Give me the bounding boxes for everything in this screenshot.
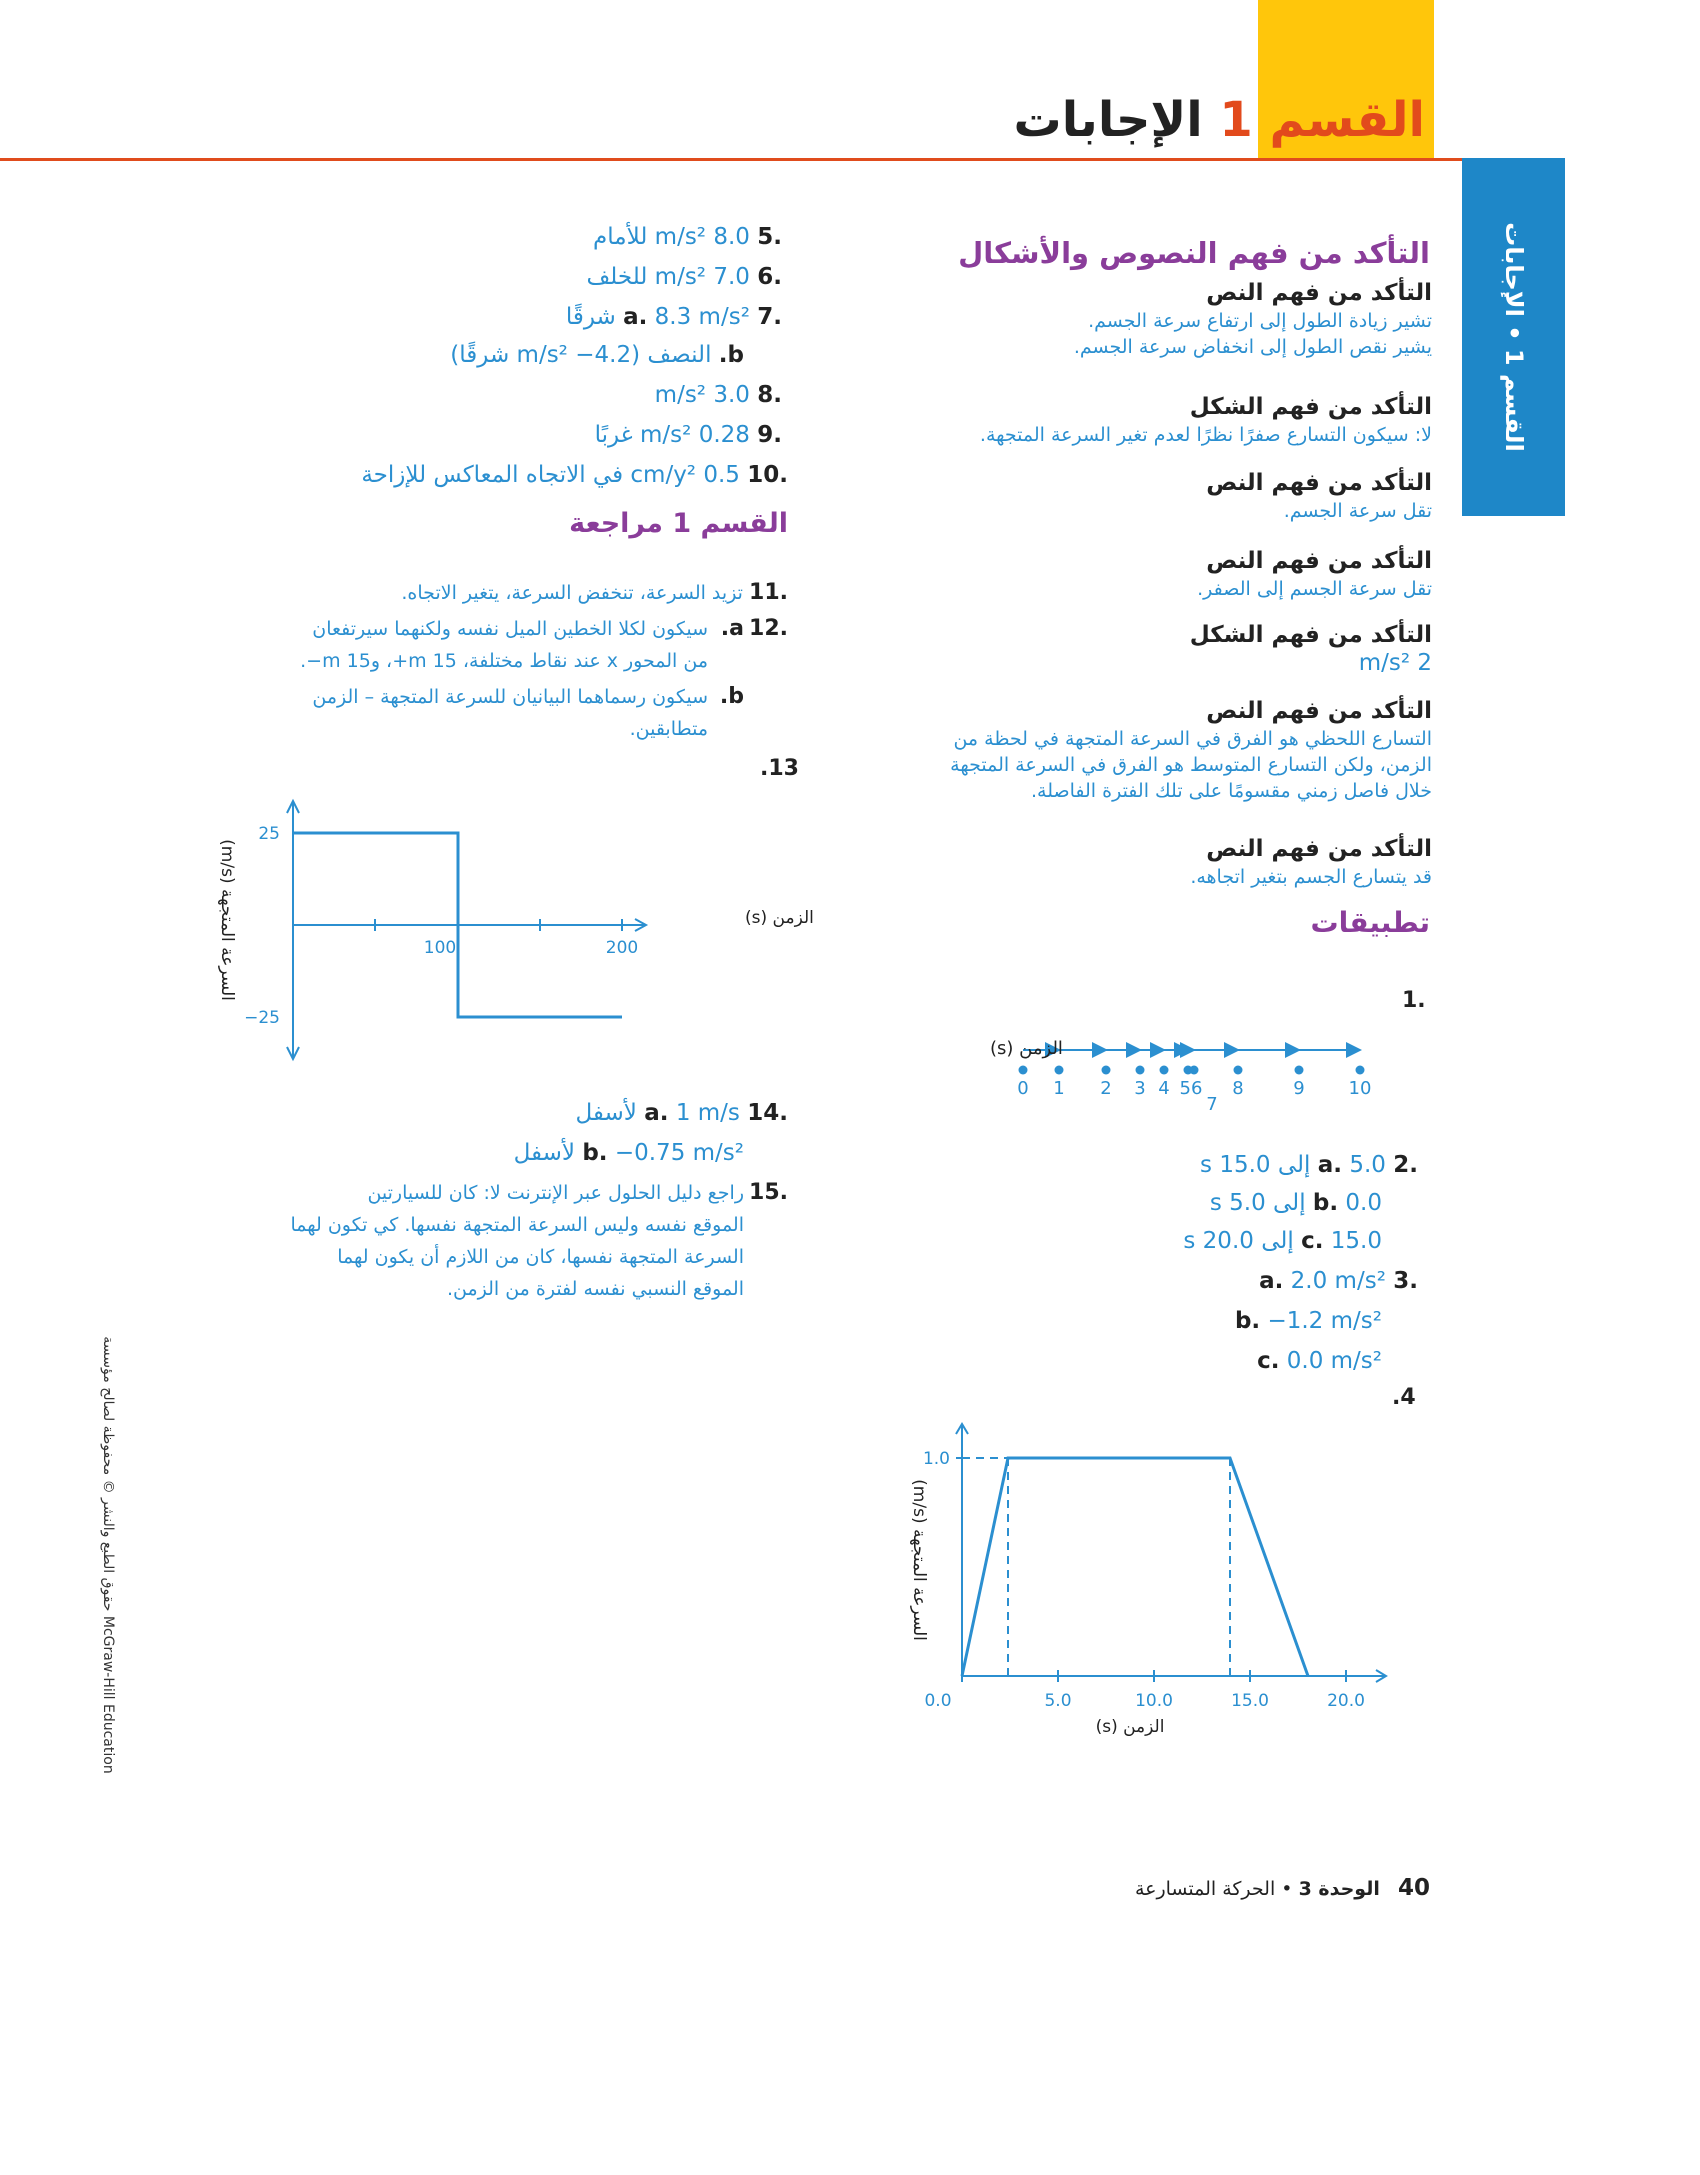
- graph4-x-tick: 5.0: [1044, 1691, 1072, 1711]
- answer-2a: [1200, 1152, 1418, 1178]
- graph4-y-tick: 1.0: [922, 1449, 950, 1469]
- graph-q4: [890, 1420, 1410, 1740]
- answer-value: 15.0 إلى 20.0 s: [1183, 1228, 1382, 1254]
- check-line: التسارع اللحظي هو الفرق في السرعة المتجهة في لحظة من: [953, 728, 1432, 750]
- item-number: .9: [757, 422, 782, 448]
- graph13-y-tick: −25: [244, 1008, 280, 1028]
- item-part: a.: [623, 304, 648, 330]
- answer-part-label: a.: [1317, 1152, 1343, 1178]
- check-title: التأكد من فهم الشكل: [1189, 394, 1432, 420]
- motion-dot: [1234, 1066, 1243, 1075]
- answer-value: 0.0 m/s²: [1286, 1348, 1382, 1374]
- motion-tick-label: 0: [1017, 1078, 1029, 1099]
- item-part: a.: [720, 616, 744, 641]
- title-answers-word: الإجابات: [1013, 92, 1203, 148]
- check-line: تشير زيادة الطول إلى ارتفاع سرعة الجسم.: [1088, 310, 1432, 332]
- motion-tick-label: 2: [1100, 1078, 1112, 1099]
- title-section-word: القسم: [1269, 92, 1425, 148]
- answer-14b: [514, 1140, 744, 1166]
- side-tab-label: القسم 1 • الإجابات: [1500, 222, 1528, 452]
- motion-axis-label: الزمن (s): [990, 1038, 1063, 1059]
- page-title: [1014, 92, 1425, 148]
- check-line: خلال فاصل زمني مقسومًا على تلك الفترة الفاصلة.: [1030, 780, 1432, 802]
- check-line: قد يتسارع الجسم بتغير اتجاهه.: [1190, 866, 1432, 888]
- check-title: التأكد من فهم النص: [1206, 470, 1432, 496]
- answer-12b-line: سيكون رسماهما البيانيان للسرعة المتجهة – الزمن: [312, 686, 708, 708]
- question-4-number: .4: [1392, 1385, 1416, 1410]
- motion-dot: [1190, 1066, 1199, 1075]
- graph4-x-tick: 20.0: [1327, 1691, 1365, 1711]
- motion-dot: [1356, 1066, 1365, 1075]
- section-heading-checks: التأكد من فهم النصوص والأشكال: [958, 236, 1430, 270]
- answer-15-line: الموقع النسبي نفسه لفترة من الزمن.: [446, 1278, 744, 1300]
- answer-part-label: b.: [1312, 1190, 1339, 1216]
- motion-dot: [1055, 1066, 1064, 1075]
- graph4-x-label: الزمن (s): [1095, 1717, 1165, 1737]
- answer-15-line: السرعة المتجهة نفسها، كان من اللازم أن يكون لهما: [337, 1246, 744, 1268]
- motion-tick-label: 56: [1179, 1078, 1203, 1099]
- motion-tick-label: 1: [1053, 1078, 1065, 1099]
- item-part: b.: [719, 684, 744, 709]
- check-block: [980, 394, 1432, 446]
- answer-value: 0.0 إلى 5.0 s: [1209, 1190, 1382, 1216]
- answer-10: [361, 462, 788, 488]
- graph-q13: [200, 795, 814, 1065]
- item-text: 3.0 m/s²: [654, 382, 750, 408]
- answer-3a: [1259, 1268, 1418, 1294]
- answer-12a: [168, 616, 788, 672]
- item-number: .5: [757, 224, 782, 250]
- motion-tick-label: 9: [1293, 1078, 1305, 1099]
- graph4-x-tick: 10.0: [1135, 1691, 1173, 1711]
- answer-12b-line: متطابقين.: [629, 718, 708, 740]
- answer-12b: [144, 684, 744, 740]
- footer-bullet: •: [1281, 1878, 1293, 1900]
- answer-11: [401, 580, 788, 605]
- answer-3c: [1257, 1348, 1382, 1374]
- answer-part-label: c.: [1257, 1348, 1280, 1374]
- answer-value: −1.2 m/s²: [1267, 1308, 1382, 1334]
- check-block: [1190, 836, 1432, 888]
- answer-2-number: .2: [1393, 1152, 1418, 1178]
- check-title: التأكد من فهم النص: [1206, 836, 1432, 862]
- item-number: .12: [749, 616, 788, 641]
- graph4-x-tick: 0.0: [924, 1691, 952, 1711]
- question-1-number: 1.: [1402, 988, 1426, 1013]
- check-title: التأكد من فهم النص: [1206, 548, 1432, 574]
- item-text: 0.5 cm/y² في الاتجاه المعاكس للإزاحة: [361, 462, 740, 488]
- answer-5: [593, 224, 782, 250]
- motion-tick-label: 4: [1158, 1078, 1170, 1099]
- header-rule: [0, 158, 1565, 161]
- answer-part-label: b.: [1234, 1308, 1261, 1334]
- check-line: تقل سرعة الجسم إلى الصفر.: [1197, 578, 1432, 600]
- item-number: .15: [749, 1180, 788, 1205]
- graph4-y-label: السرعة المتجهة (m/s): [909, 1479, 929, 1641]
- answer-6: [586, 264, 782, 290]
- graph13-y-tick: 25: [258, 824, 280, 844]
- motion-dots: [1019, 1066, 1365, 1075]
- item-text: 0.28 m/s² غربًا: [594, 422, 750, 448]
- item-number: .6: [757, 264, 782, 290]
- answer-3-number: .3: [1393, 1268, 1418, 1294]
- answer-value: 5.0 إلى 15.0 s: [1200, 1152, 1386, 1178]
- motion-extra-label: 7: [1206, 1094, 1218, 1115]
- side-tab[interactable]: [1462, 158, 1565, 516]
- graph13-y-label: السرعة المتجهة (m/s): [217, 839, 237, 1001]
- answer-12a-line: سيكون لكلا الخطين الميل نفسه ولكنهما سيرتفعان: [312, 618, 708, 640]
- item-text: −0.75 m/s² لأسفل: [513, 1140, 744, 1166]
- motion-tick-labels: [1017, 1078, 1371, 1099]
- applications-heading: تطبيقات: [1310, 906, 1430, 939]
- check-line: الزمن، ولكن التسارع المتوسط هو الفرق في السرعة المتجهة: [950, 754, 1432, 776]
- item-part: a.: [644, 1100, 669, 1126]
- motion-tick-label: 10: [1348, 1078, 1372, 1099]
- motion-tick-label: 3: [1134, 1078, 1146, 1099]
- item-text: 1 m/s لأسفل: [575, 1100, 740, 1126]
- check-line: لا: سيكون التسارع صفرًا نظرًا لعدم تغير السرعة المتجهة.: [979, 424, 1432, 446]
- item-part: b.: [718, 342, 744, 368]
- footer-unit: الوحدة 3: [1298, 1878, 1380, 1900]
- answer-2b: [1210, 1190, 1382, 1216]
- item-number: .11: [749, 580, 788, 605]
- motion-dot: [1160, 1066, 1169, 1075]
- answer-value: 2.0 m/s²: [1290, 1268, 1386, 1294]
- answer-part-label: c.: [1301, 1228, 1324, 1254]
- item-text: 8.0 m/s² للأمام: [593, 224, 750, 250]
- check-block: [950, 698, 1432, 802]
- item-number: .8: [757, 382, 782, 408]
- copyright-notice: McGraw-Hill Education حقوق الطبع والنشر © محفوظة لصالح مؤسسة: [100, 1336, 116, 1774]
- question-13-number: .13: [760, 756, 799, 781]
- item-part: b.: [582, 1140, 608, 1166]
- check-line: تقل سرعة الجسم.: [1283, 500, 1432, 522]
- page-footer: [1135, 1875, 1430, 1901]
- motion-dot: [1136, 1066, 1145, 1075]
- answer-15-line: الموقع نفسه وليس السرعة المتجهة نفسها. كي تكون لهما: [290, 1214, 744, 1236]
- answer-15-line: راجع دليل الحلول عبر الإنترنت لا: كان للسيارتين: [367, 1182, 744, 1204]
- item-number: .14: [747, 1100, 788, 1126]
- check-title: التأكد من فهم الشكل: [1189, 622, 1432, 648]
- check-block: [1074, 280, 1432, 358]
- answer-14a: [575, 1100, 788, 1126]
- page-number: 40: [1397, 1875, 1430, 1901]
- answer-7a: [566, 304, 782, 330]
- graph13-x-label: الزمن (s): [745, 908, 814, 928]
- graph4-x-tick: 15.0: [1231, 1691, 1269, 1711]
- check-block: [1190, 622, 1432, 676]
- answer-3b: [1235, 1308, 1382, 1334]
- motion-diagram: [890, 1030, 1410, 1145]
- answer-15: [168, 1180, 788, 1300]
- answer-8: [655, 382, 782, 408]
- check-block: [1206, 470, 1432, 522]
- footer-chapter: الحركة المتسارعة: [1134, 1878, 1276, 1900]
- item-text: 7.0 m/s² للخلف: [586, 264, 750, 290]
- check-title: التأكد من فهم النص: [1206, 698, 1432, 724]
- item-number: .10: [747, 462, 788, 488]
- motion-dot: [1019, 1066, 1028, 1075]
- answer-12a-line: من المحور x عند نقاط مختلفة، m 15+، و15 m−.: [300, 650, 708, 672]
- check-line: يشير نقص الطول إلى انخفاض سرعة الجسم.: [1073, 336, 1432, 358]
- answer-part-label: a.: [1259, 1268, 1284, 1294]
- item-text: 8.3 m/s² شرقًا: [565, 304, 750, 330]
- check-title: التأكد من فهم النص: [1206, 280, 1432, 306]
- graph4-velocity-line: [962, 1458, 1308, 1676]
- item-text: تزيد السرعة، تنخفض السرعة، يتغير الاتجاه.: [401, 582, 743, 604]
- answer-7b: [450, 342, 744, 368]
- graph13-x-tick: 100: [423, 938, 457, 958]
- check-line: 2 m/s²: [1358, 650, 1432, 676]
- graph13-x-tick: 200: [605, 938, 639, 958]
- motion-dot: [1295, 1066, 1304, 1075]
- item-number: .7: [757, 304, 782, 330]
- review-heading: القسم 1 مراجعة: [569, 508, 788, 539]
- item-text: النصف (4.2− m/s² شرقًا): [450, 342, 712, 368]
- title-section-number: 1: [1219, 92, 1253, 148]
- answer-9: [595, 422, 782, 448]
- motion-dot: [1102, 1066, 1111, 1075]
- answer-2c: [1183, 1228, 1382, 1254]
- motion-tick-label: 8: [1232, 1078, 1244, 1099]
- check-block: [1197, 548, 1432, 600]
